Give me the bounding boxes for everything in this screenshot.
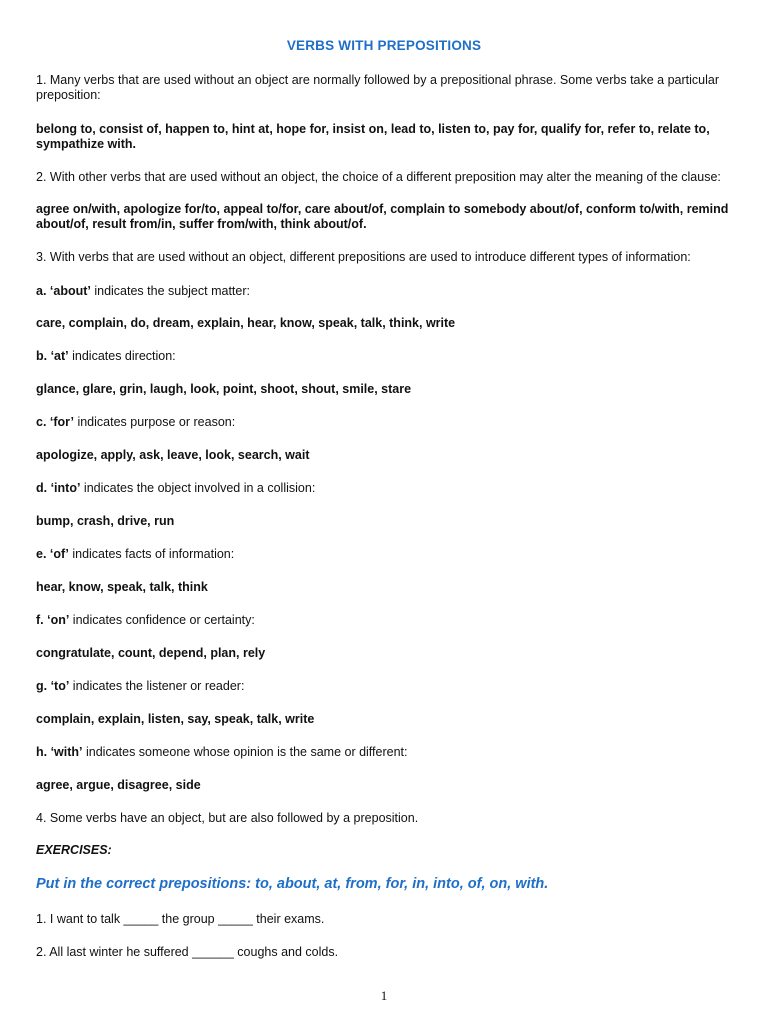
page-title: VERBS WITH PREPOSITIONS [286,38,482,53]
paragraph-2: 2. With other verbs that are used without an object, the choice of a different preposition may alter the meaning of the clause: [36,170,721,184]
item-a-heading [36,284,736,299]
item-e-heading [36,547,736,562]
item-description: indicates direction: [68,349,176,363]
item-e-verbs: hear, know, speak, talk, think [36,580,208,594]
item-label: c. ‘for’ [36,415,74,429]
item-description: indicates the object involved in a collision: [80,481,316,495]
item-d-heading [36,481,736,496]
item-description: indicates someone whose opinion is the same or different: [82,745,408,759]
item-description: indicates the subject matter: [90,284,250,298]
item-label: b. ‘at’ [36,349,69,363]
paragraph-3: 3. With verbs that are used without an object, different prepositions are used to introduce different types of information: [36,250,691,264]
item-f-heading [36,613,736,628]
paragraph-2-verb-list: agree on/with, apologize for/to, appeal to/for, care about/of, complain to somebody about/of, conform to/with, remind about/of, result from/in, suffer from/with, think about/of. [36,202,729,231]
item-label: g. ‘to’ [36,679,70,693]
item-description: indicates purpose or reason: [73,415,236,429]
page-number: 1 [380,988,388,1003]
exercise-item-1: 1. I want to talk _____ the group _____ their exams. [36,912,325,926]
item-g-verbs: complain, explain, listen, say, speak, talk, write [36,712,315,726]
item-f-verbs: congratulate, count, depend, plan, rely [36,646,266,660]
item-label: d. ‘into’ [36,481,81,495]
paragraph-4: 4. Some verbs have an object, but are also followed by a preposition. [36,811,419,825]
exercise-item-2: 2. All last winter he suffered ______ coughs and colds. [36,945,339,959]
paragraph-1: 1. Many verbs that are used without an object are normally followed by a prepositional phrase. Some verbs take a particular preposition: [36,73,720,102]
item-h-heading [36,745,736,760]
item-description: indicates the listener or reader: [69,679,245,693]
item-b-verbs: glance, glare, grin, laugh, look, point, shoot, shout, smile, stare [36,382,412,396]
exercises-label: EXERCISES: [36,843,112,857]
item-b-heading [36,349,736,364]
item-label: a. ‘about’ [36,284,91,298]
paragraph-1-verb-list: belong to, consist of, happen to, hint at, hope for, insist on, lead to, listen to, pay for, qualify for, refer to, relate to, sympathize with. [36,122,710,151]
item-description: indicates facts of information: [68,547,235,561]
item-a-verbs: care, complain, do, dream, explain, hear, know, speak, talk, think, write [36,316,456,330]
item-c-heading [36,415,736,430]
item-d-verbs: bump, crash, drive, run [36,514,175,528]
item-g-heading [36,679,736,694]
item-label: f. ‘on’ [36,613,70,627]
item-description: indicates confidence or certainty: [69,613,255,627]
item-label: h. ‘with’ [36,745,83,759]
item-label: e. ‘of’ [36,547,69,561]
exercise-instructions: Put in the correct prepositions: to, about, at, from, for, in, into, of, on, with. [36,876,549,892]
item-h-verbs: agree, argue, disagree, side [36,778,201,792]
item-c-verbs: apologize, apply, ask, leave, look, search, wait [36,448,310,462]
